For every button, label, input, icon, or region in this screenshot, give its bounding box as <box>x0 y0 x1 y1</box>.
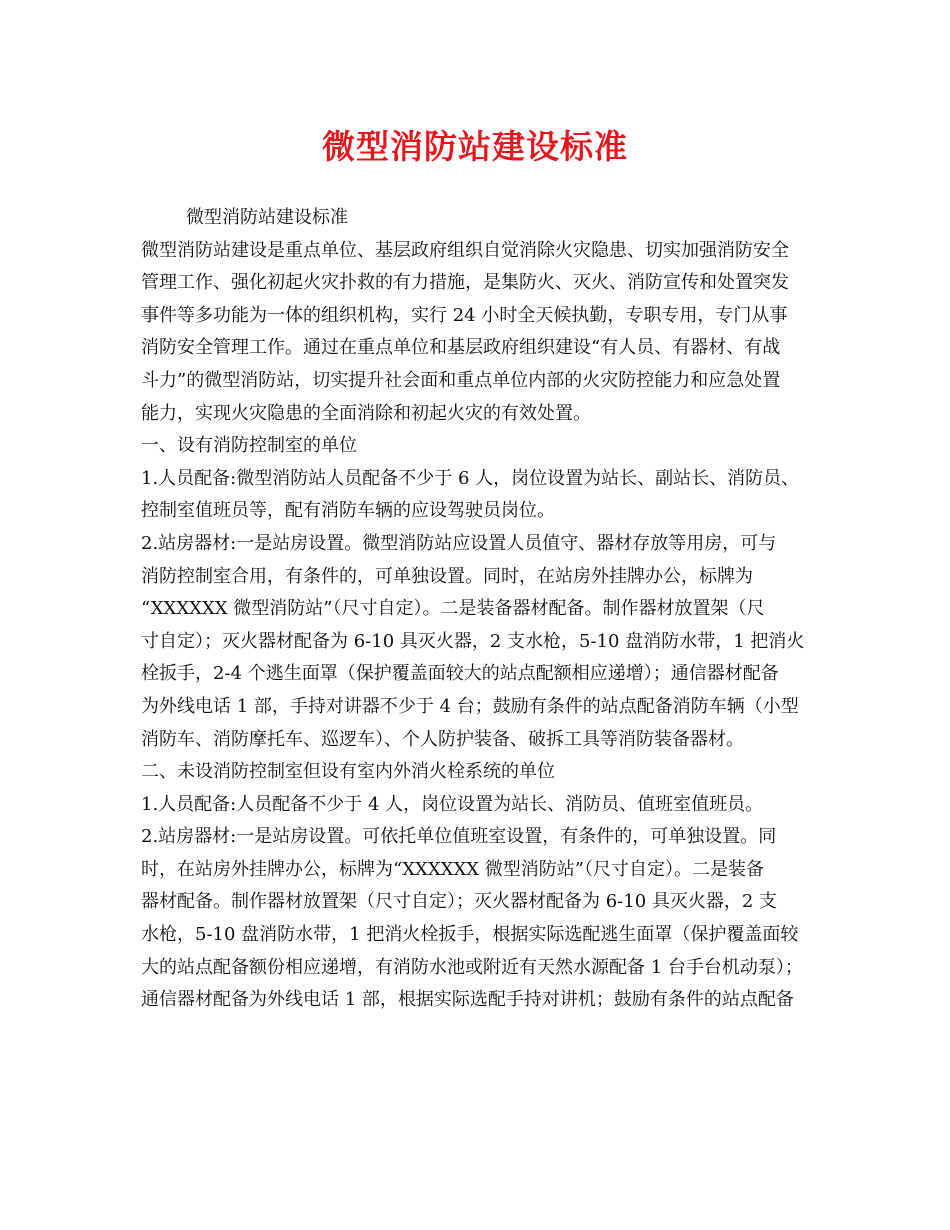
body-line: 时，在站房外挂牌办公，标牌为“XXXXXX 微型消防站”（尺寸自定）。二是装备 <box>141 858 765 880</box>
document-title: 微型消防站建设标准 <box>322 127 628 166</box>
body-line: 斗力”的微型消防站，切实提升社会面和重点单位内部的火灾防控能力和应急处置 <box>141 369 781 391</box>
section-heading: 一、设有消防控制室的单位 <box>141 435 357 457</box>
body-line: 寸自定）；灭火器材配备为 6-10 具灭火器，2 支水枪，5-10 盘消防水带，1 把消火 <box>141 630 805 652</box>
body-line: 栓扳手，2-4 个逃生面罩（保护覆盖面较大的站点配额相应递增）；通信器材配备 <box>141 663 779 685</box>
body-line: 微型消防站建设是重点单位、基层政府组织自觉消除火灾隐患、切实加强消防安全 <box>141 239 789 261</box>
body-line: 控制室值班员等，配有消防车辆的应设驾驶员岗位。 <box>141 500 555 522</box>
body-line: 消防控制室合用，有条件的，可单独设置。同时，在站房外挂牌办公，标牌为 <box>141 565 753 587</box>
document-body <box>141 202 813 1017</box>
body-line: 事件等多功能为一体的组织机构，实行 24 小时全天候执勤，专职专用，专门从事 <box>141 304 788 326</box>
body-line: 大的站点配备额份相应递增，有消防水池或附近有天然水源配备 1 台手台机动泵）； <box>141 956 803 978</box>
body-line: 消防车、消防摩托车、巡逻车）、个人防护装备、破拆工具等消防装备器材。 <box>141 728 744 750</box>
body-line: 器材配备。制作器材放置架（尺寸自定）；灭火器材配备为 6-10 具灭火器，2 支 <box>141 891 778 913</box>
body-line: 1.人员配备:微型消防站人员配备不少于 6 人，岗位设置为站长、副站长、消防员、 <box>141 467 800 489</box>
body-line: 为外线电话 1 部，手持对讲器不少于 4 台；鼓励有条件的站点配备消防车辆（小型 <box>141 695 799 717</box>
body-line: 消防安全管理工作。通过在重点单位和基层政府组织建设“有人员、有器材、有战 <box>141 337 781 359</box>
body-line: 通信器材配备为外线电话 1 部，根据实际选配手持对讲机；鼓励有条件的站点配备 <box>141 989 794 1011</box>
section-heading: 二、未设消防控制室但设有室内外消火栓系统的单位 <box>141 761 555 783</box>
body-line: 管理工作、强化初起火灾扑救的有力措施，是集防火、灭火、消防宣传和处置突发 <box>141 272 789 294</box>
body-line: 2.站房器材:一是站房设置。微型消防站应设置人员值守、器材存放等用房，可与 <box>141 532 777 554</box>
body-line: 水枪，5-10 盘消防水带，1 把消火栓扳手，根据实际选配逃生面罩（保护覆盖面较 <box>141 924 799 946</box>
body-line: 能力，实现火灾隐患的全面消除和初起火灾的有效处置。 <box>141 402 591 424</box>
body-line: 2.站房器材:一是站房设置。可依托单位值班室设置，有条件的，可单独设置。同 <box>141 826 777 848</box>
body-subtitle: 微型消防站建设标准 <box>186 207 348 228</box>
body-line: 1.人员配备:人员配备不少于 4 人，岗位设置为站长、消防员、值班室值班员。 <box>141 793 764 815</box>
body-line: “XXXXXX 微型消防站”（尺寸自定）。二是装备器材配备。制作器材放置架（尺 <box>141 598 765 620</box>
